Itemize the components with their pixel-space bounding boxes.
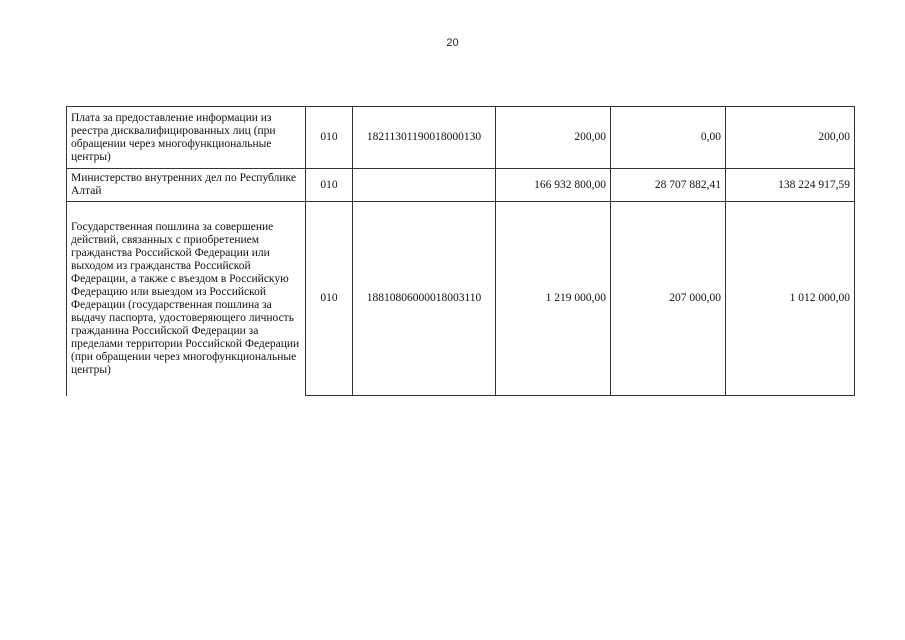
- table-row: [67, 169, 855, 202]
- row-name-cell: Плата за предоставление информации из реестра дисквалифицированных лиц (при обращении через многофункциональные центры): [67, 107, 306, 169]
- row-remainder-cell: 1 012 000,00: [726, 202, 855, 396]
- row-remainder-cell: 138 224 917,59: [726, 169, 855, 202]
- page-number: 20: [446, 37, 459, 49]
- row-code-cell: 010: [306, 202, 353, 396]
- row-code-cell: 010: [306, 169, 353, 202]
- row-code-cell: 010: [306, 107, 353, 169]
- table-row: [67, 202, 855, 396]
- table-row: [67, 107, 855, 169]
- row-name-cell: Государственная пошлина за совершение действий, связанных с приобретением гражданства Российской Федерации или выходом из гражданства Российской Федерации, а также с въездом в Российскую Федерацию или выездом из Российской Федерации (государственная пошлина за выдачу паспорта, удостоверяющего личность гражданина Российской Федерации за пределами территории Российской Федерации (при обращении через многофункциональные центры): [67, 202, 306, 396]
- row-plan-cell: 200,00: [496, 107, 611, 169]
- row-fact-cell: 0,00: [611, 107, 726, 169]
- row-fact-cell: 207 000,00: [611, 202, 726, 396]
- budget-table: [66, 106, 855, 396]
- row-name-cell: Министерство внутренних дел по Республике Алтай: [67, 169, 306, 202]
- row-fact-cell: 28 707 882,41: [611, 169, 726, 202]
- row-remainder-cell: 200,00: [726, 107, 855, 169]
- row-kbk-cell: [353, 169, 496, 202]
- row-plan-cell: 1 219 000,00: [496, 202, 611, 396]
- row-kbk-cell: 18810806000018003110: [353, 202, 496, 396]
- row-kbk-cell: 18211301190018000130: [353, 107, 496, 169]
- row-plan-cell: 166 932 800,00: [496, 169, 611, 202]
